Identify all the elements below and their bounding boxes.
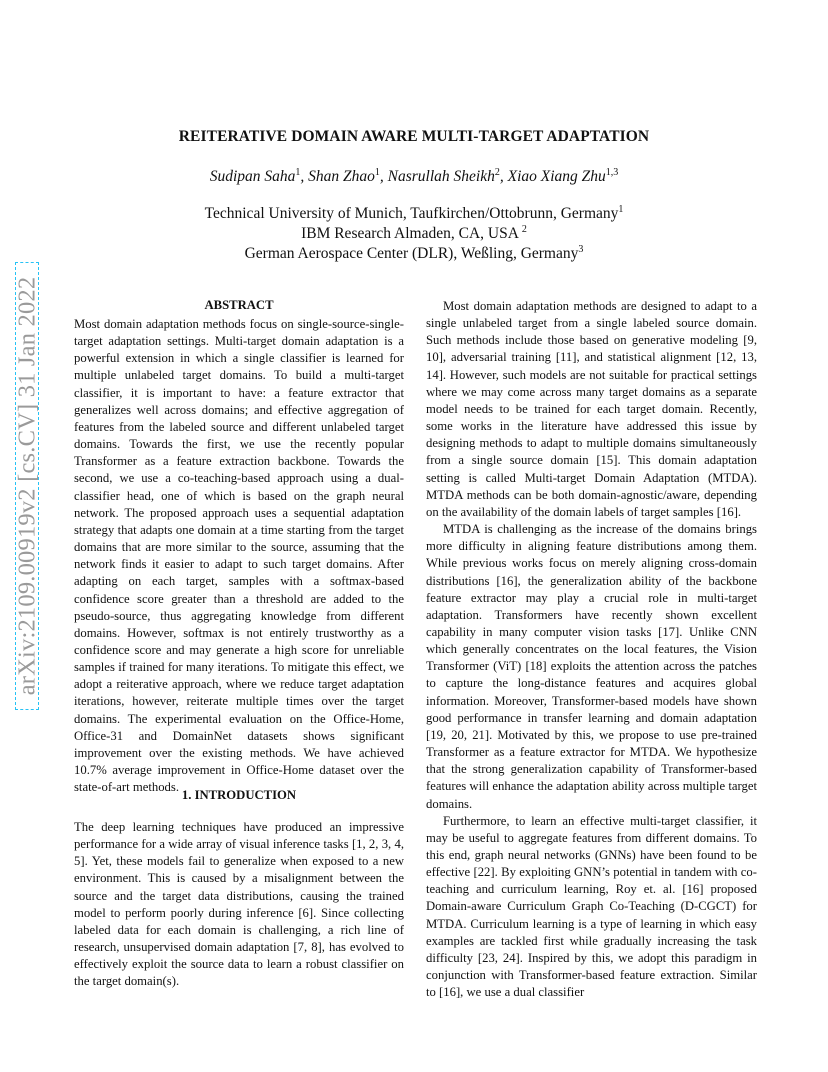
author-affil-mark: 1: [374, 166, 380, 178]
paper-title: REITERATIVE DOMAIN AWARE MULTI-TARGET ADAPTATION: [178, 128, 650, 145]
affiliation: [0, 245, 828, 263]
affiliation-text: German Aerospace Center (DLR), Weßling, Germany: [244, 245, 579, 262]
author-list: Sudipan Saha$^1$, Shan Zhao$^1$, Nasrullah Sheikh$^2$, Xiao Xiang Zhu$^{1,3}$: [209, 166, 619, 185]
author-name: Nasrullah Sheikh: [387, 168, 495, 185]
affiliation-mark: 3: [578, 243, 584, 255]
paragraph: The deep learning techniques have produced an impressive performance for a wide array of visual inference tasks [1, 2, 3, 4, 5]. Yet, these models fail to generalize when exposed to a new environment. This is caused by a misalignment between the source and the target data distributions, causing the trained model to perform poorly during inference [6]. Since collecting labeled data for each domain is challenging, a rich line of research, unsupervised domain adaptation [7, 8], has evolved to effectively exploit the source data to learn a robust classifier on the target domain(s).: [74, 820, 404, 989]
abstract-text: Most domain adaptation methods focus on single-source-single-target adaptation settings. Multi-target domain adaptation is a powerful extension in which a single classifier is learned for multiple unlabeled target domains. To build a multi-target classifier, it is important to have: a feature extractor that generalizes well across domains; and effective aggregation of features from the labeled source and different unlabeled target domains. Towards the first, we use the recently popular Transformer as a feature extraction backbone. Towards the second, we use a co-teaching-based approach using a dual-classifier head, one of which is based on the graph neural network. The proposed approach uses a sequential adaptation strategy that adapts one domain at a time starting from the target domains that are more similar to the source, assuming that the network finds it easier to adapt to such target domains. After adapting on each target, samples with a softmax-based confidence score greater than a threshold are added to the pseudo-source, thus aggregating knowledge from different domains. However, softmax is not entirely trustworthy as a confidence score and may generate a high score for unreliable samples if trained for many iterations. To mitigate this effect, we adopt a reiterative approach, where we reduce target adaptation iterations, however, reiterate multiple times over the target domains. The experimental evaluation on the Office-Home, Office-31 and DomainNet datasets shows significant improvement over the existing methods. We have achieved 10.7% average improvement in Office-Home dataset over the state-of-art methods.: [74, 317, 404, 795]
affiliation: [0, 205, 828, 223]
affiliation-text: IBM Research Almaden, CA, USA: [301, 225, 522, 242]
affiliation-mark: 2: [521, 223, 527, 235]
affiliation-mark: 1: [618, 203, 624, 215]
affiliation: [0, 225, 828, 243]
paragraph: MTDA is challenging as the increase of the domains brings more difficulty in aligning feature distributions among them. While previous works focus on merely aligning cross-domain distributions [16], the generalization ability of the backbone feature extractor may play a crucial role in multi-target adaptation. Transformers have recently shown excellent capability in many computer vision tasks [17]. Unlike CNN which generally concentrates on the local features, the Vision Transformer (ViT) [18] exploits the attention across the patches to capture the long-distance features and acquires global information. Moreover, Transformer-based models have shown good performance in transfer learning and domain adaptation [19, 20, 21]. Motivated by this, we propose to use pre-trained Transformer as a feature extractor for MTDA. We hypothesize that the strong generalization capability of Transformer-based features will enhance the adaptation ability across multiple target domains.: [426, 522, 757, 811]
abstract-body: [74, 316, 404, 796]
author-affil-mark: 2: [494, 166, 500, 178]
arxiv-stamp: [12, 262, 42, 710]
introduction-body: [74, 819, 404, 991]
affiliation-text: Technical University of Munich, Taufkirchen/Ottobrunn, Germany: [204, 205, 619, 222]
section-heading-introduction: 1. INTRODUCTION: [181, 788, 297, 802]
arxiv-stamp-text[interactable]: arXiv:2109.00919v2 [cs.CV] 31 Jan 2022: [13, 276, 41, 696]
paragraph: Furthermore, to learn an effective multi-target classifier, it may be useful to aggregate features from different domains. To this end, graph neural networks (GNNs) have been found to be effective [22]. By exploiting GNN’s potential in tandem with co-teaching and curriculum learning, Roy et. al. [16] proposed Domain-aware Curriculum Graph Co-Teaching (D-CGCT) for MTDA. Curriculum learning is a type of learning in which easy examples are tackled first while gradually increasing the task difficulty [23, 24]. Inspired by this, we adopt this paradigm in conjunction with Transformer-based feature extraction. Similar to [16], we use a dual classifier: [426, 813, 757, 1000]
abstract-heading: ABSTRACT: [204, 298, 274, 312]
right-column: [426, 298, 757, 1001]
author-name: Shan Zhao: [308, 168, 375, 185]
author-affil-mark: 1: [295, 166, 301, 178]
author-name: Sudipan Saha: [209, 168, 296, 185]
author-name: Xiao Xiang Zhu: [507, 168, 606, 185]
paragraph: Most domain adaptation methods are designed to adapt to a single unlabeled target from a single labeled source domain. Such methods include those based on generative modeling [9, 10], adversarial training [11], and statistical alignment [12, 13, 14]. However, such models are not suitable for practical settings where we may come across many target domains as a separate model needs to be trained for each target domain. Recently, some works in the literature have addressed this issue by designing methods to adapt to multiple domains simultaneously from a single source domain [15]. This domain adaptation setting is called Multi-target Domain Adaptation (MTDA). MTDA methods can be both domain-agnostic/aware, depending on the availability of the domain labels of target samples [16].: [426, 299, 757, 519]
author-affil-mark: 1,3: [605, 166, 619, 178]
